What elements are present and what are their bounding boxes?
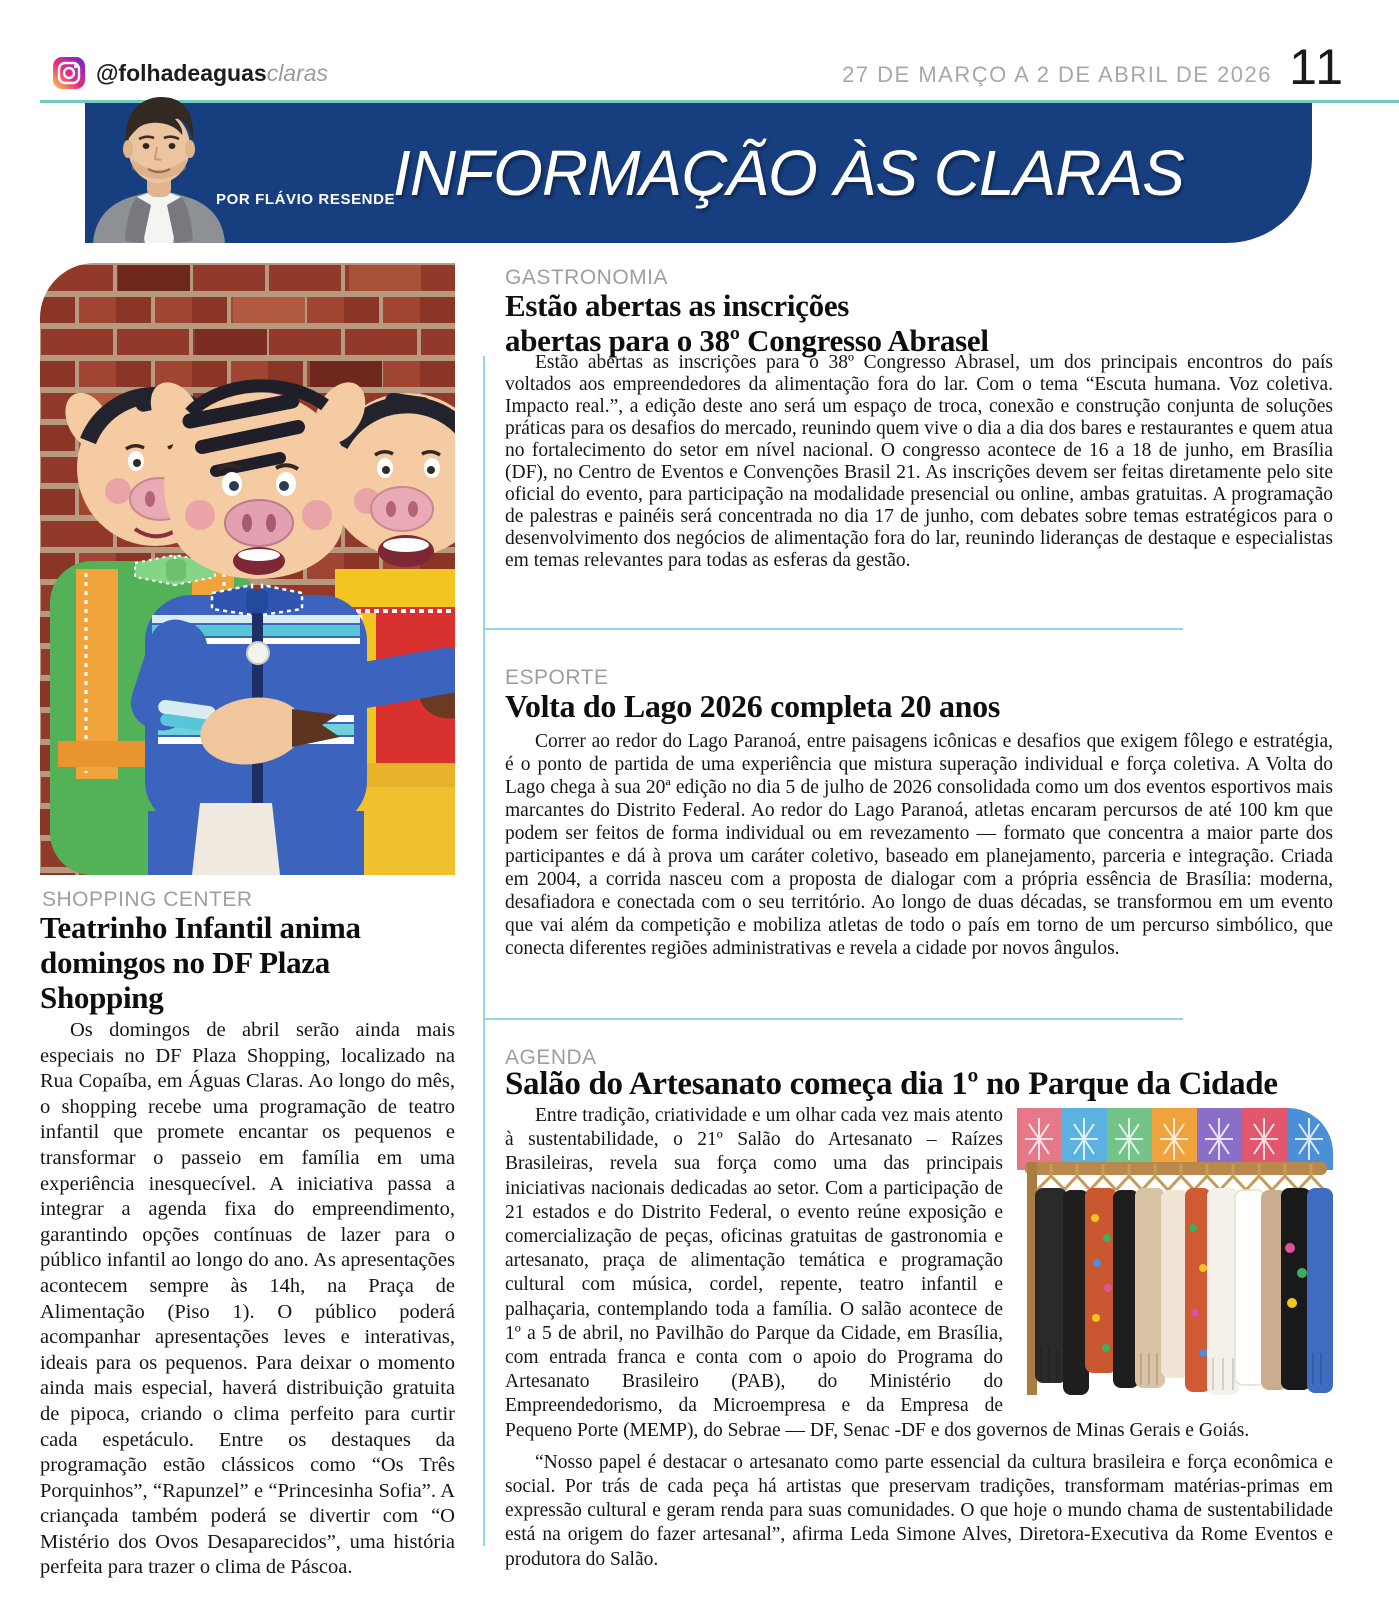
- instagram-handle-bold: @folhadeaguas: [96, 60, 267, 86]
- left-article-paragraph: Os domingos de abril serão ainda mais especiais no DF Plaza Shopping, localizado na Rua Copaíba, em Águas Claras. Ao longo do mês, o shopping recebe uma programação de teatro infantil que promete encantar os pequenos e transformar o passeio em família em uma experiência inesquecível. A iniciativa passa a integrar a agenda fixa do empreendimento, garantindo opções contínuas de lazer para o público infantil ao longo do ano. As apresentações acontecem sempre às 14h, na Praça de Alimentação (Piso 1). O público poderá acompanhar apresentações leves e interativas, ideais para os pequenos. Para deixar o momento ainda mais especial, haverá distribuição gratuita de pipoca, criando o clima perfeito para curtir cada espetáculo. Entre os destaques da programação estão clássicos como “Os Três Porquinhos”, “Rapunzel” e “Princesinha Sofia”. A criançada também poderá se divertir com “O Mistério dos Ovos Desaparecidos”, uma história perfeita para trazer o clima de Páscoa.: [40, 1019, 455, 1579]
- gastronomia-body: [505, 352, 1333, 572]
- left-article-kicker: SHOPPING CENTER: [42, 888, 253, 911]
- instagram-handle: [96, 60, 328, 87]
- gastronomia-title: [505, 288, 1335, 358]
- gastronomia-title-line2: abertas para o 38º Congresso Abrasel: [505, 323, 989, 358]
- esporte-title: Volta do Lago 2026 completa 20 anos: [505, 688, 1001, 724]
- agenda-quote-paragraph: “Nosso papel é destacar o artesanato como parte essencial da cultura brasileira e força econômica e social. Por trás de cada peça há artistas que preservam tradições, transformam matérias-primas em expressão cultural e geram renda para suas comunidades. O que hoje o mundo chama de sustentabilidade está na origem do fazer artesanal”, afirma Leda Simone Alves, Diretora-Executiva da Rome Eventos e produtora do Salão.: [505, 1451, 1333, 1570]
- esporte-paragraph: Correr ao redor do Lago Paranoá, entre paisagens icônicas e desafios que exigem fôlego e estratégia, é o ponto de partida de uma experiência que mistura superação individual e força coletiva. A Volta do Lago chega à sua 20ª edição no dia 5 de julho de 2026 consolidada como um dos eventos esportivos mais marcantes do Distrito Federal. Ao redor do Lago Paranoá, atletas encaram percursos de até 100 km que podem ser feitos de forma individual ou em revezamento — formato que concentra a maior parte dos participantes e dá à prova um caráter coletivo, baseado em planejamento, parceria e integração. Criada em 2004, a corrida nasceu com a proposta de dialogar com a própria essência de Brasília: moderna, desafiadora e conectada com o seu território. Ao longo de duas décadas, se transformou em um evento que vai além da competição e mobiliza atletas de todo o país em torno de um percurso simbólico, que conecta diferentes regiões administrativas e revela a cidade por novos ângulos.: [505, 731, 1333, 959]
- three-little-pigs-photo: [40, 263, 455, 875]
- agenda-body: [505, 1104, 1333, 1572]
- column-title: INFORMAÇÃO ÀS CLARAS: [393, 137, 1184, 209]
- edition-date: 27 DE MARÇO A 2 DE ABRIL DE 2026: [842, 62, 1272, 87]
- artesanato-photo: [1017, 1108, 1333, 1395]
- section-divider: [483, 1018, 1183, 1020]
- gastronomia-title-line1: Estão abertas as inscrições: [505, 288, 850, 323]
- agenda-paragraph: Entre tradição, criatividade e um olhar cada vez mais atento à sustentabilidade, o 21º Salão do Artesanato – Raízes Brasileiras, revela sua força como uma das principais iniciativas nacionais dedicadas ao setor. Com a participação de 21 estados e do Distrito Federal, o evento reúne exposição e comercialização de peças, oficinas gratuitas de gastronomia e artesanato, praça de alimentação temática e programação cultural com música, cordel, repente, teatro infantil e palhaçaria, contemplando toda a família. O salão acontece de 1º a 5 de abril, no Pavilhão do Parque da Cidade, em Brasília, com entrada franca e conta com o apoio do Programa do Artesanato Brasileiro (PAB), do Ministério do Empreendedorismo, da Microempresa e da Empresa de Pequeno Porte (MEMP), do Sebrae — DF, Senac -DF e dos governos de Minas Gerais e Goiás.: [505, 1105, 1250, 1441]
- agenda-title: Salão do Artesanato começa dia 1º no Parque da Cidade: [505, 1066, 1278, 1102]
- columnist-byline: POR FLÁVIO RESENDE: [216, 191, 396, 208]
- esporte-kicker: ESPORTE: [505, 666, 609, 689]
- instagram-icon: [52, 56, 86, 90]
- columnist-photo: [85, 85, 233, 243]
- gastronomia-paragraph: Estão abertas as inscrições para o 38º Congresso Abrasel, um dos principais encontros do país voltados aos empreendedores da alimentação fora do lar. Com o tema “Escuta humana. Voz coletiva. Impacto real.”, a edição deste ano será um espaço de troca, conexão e construção conjunta de soluções práticas para os desafios do mercado, reunindo quem vive o dia a dia dos bares e restaurantes e quem atua no fortalecimento do setor em nível nacional. O congresso acontece de 16 a 18 de junho, em Brasília (DF), no Centro de Eventos e Convenções Brasil 21. As inscrições devem ser feitas diretamente pelo site oficial do evento, para participação na modalidade presencial ou online, ambas gratuitas. A programação de palestras e painéis será concentrada no dia 17 de junho, com debates sobre temas estratégicos para o desenvolvimento dos negócios de alimentação fora do lar, reunindo lideranças de destaque e especialistas em temas relevantes para todas as esferas da gestão.: [505, 352, 1333, 571]
- gastronomia-kicker: GASTRONOMIA: [505, 266, 669, 289]
- esporte-body: [505, 730, 1333, 960]
- agenda-kicker: AGENDA: [505, 1046, 597, 1069]
- left-article-title: Teatrinho Infantil anima domingos no DF Plaza Shopping: [40, 910, 361, 1015]
- instagram-handle-light: claras: [266, 60, 329, 86]
- section-divider: [483, 628, 1183, 630]
- left-article-body: [40, 1018, 455, 1581]
- column-divider: [483, 356, 485, 1546]
- page-number: 11: [1289, 39, 1345, 95]
